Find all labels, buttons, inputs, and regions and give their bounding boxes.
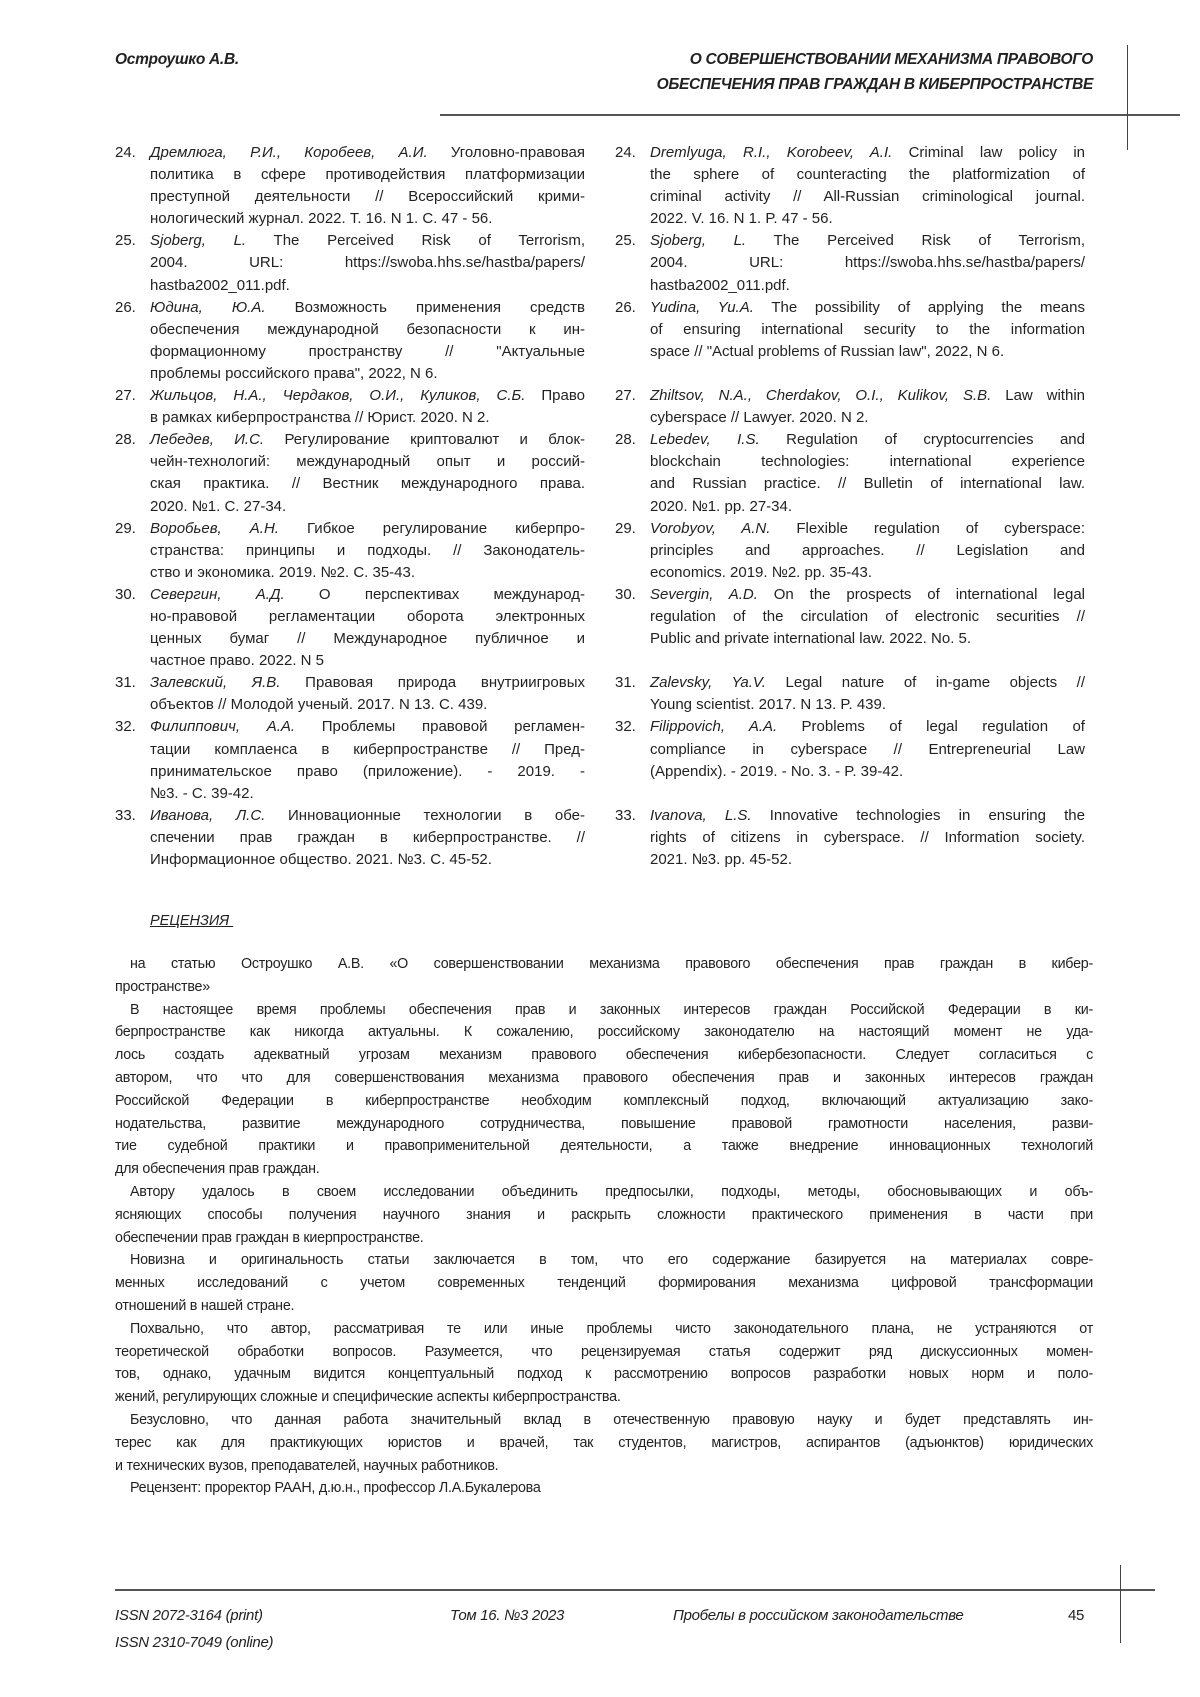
reference-line-text: Regulation of cryptocurrencies and bbox=[760, 431, 1085, 448]
running-header-author: Остроушко А.В. bbox=[115, 47, 239, 72]
reference-line bbox=[150, 761, 585, 783]
reference-item-ru bbox=[115, 142, 585, 230]
reference-number: 31. bbox=[615, 672, 650, 716]
reference-line-text: 2022. V. 16. N 1. P. 47 - 56. bbox=[650, 210, 833, 227]
reference-item-ru bbox=[115, 385, 585, 429]
reference-line-text: Правовая природа внутриигровых bbox=[280, 674, 585, 691]
reference-item-en bbox=[615, 584, 1085, 672]
reference-line-text: Гибкое регулирование киберпро- bbox=[279, 520, 585, 537]
reference-line-text: 2020. №1. pp. 27-34. bbox=[650, 498, 792, 515]
reference-line bbox=[150, 606, 585, 628]
review-line: Новизна и оригинальность статьи заключается в том, что его содержание базируется на материалах совре- bbox=[115, 1249, 1093, 1272]
reference-line bbox=[150, 783, 585, 805]
footer-divider bbox=[115, 1589, 1155, 1591]
reference-line-text: обеспечения международной безопасности к ин- bbox=[150, 321, 585, 338]
reference-author: Ivanova, L.S. bbox=[650, 807, 752, 824]
reference-author: Филиппович, А.А. bbox=[150, 718, 295, 735]
reference-row bbox=[0, 230, 1200, 296]
reference-number: 24. bbox=[115, 142, 150, 230]
reference-line bbox=[150, 694, 585, 716]
reference-item-en bbox=[615, 716, 1085, 804]
reference-line-text: the sphere of counteracting the platformization of bbox=[650, 166, 1085, 183]
reference-line bbox=[650, 496, 1085, 518]
reference-line bbox=[650, 142, 1085, 164]
reference-number: 33. bbox=[615, 805, 650, 871]
reference-line bbox=[150, 319, 585, 341]
reference-line-text: criminal activity // All-Russian criminological journal. bbox=[650, 188, 1085, 205]
reference-line bbox=[650, 275, 1085, 297]
review-line: В настоящее время проблемы обеспечения прав и законных интересов граждан Российской Федерации в ки- bbox=[115, 999, 1093, 1022]
review-paragraph bbox=[115, 1477, 1093, 1500]
reference-line-text: and Russian practice. // Bulletin of international law. bbox=[650, 475, 1085, 492]
review-line: берпространстве как никогда актуальны. К сожалению, российскому законодателю на настоящий момент не уда- bbox=[115, 1021, 1093, 1044]
review-line: лось создать адекватный угрозам механизм правового обеспечения кибербезопасности. Следует согласиться с bbox=[115, 1044, 1093, 1067]
reference-text bbox=[650, 716, 1085, 804]
reference-line bbox=[650, 716, 1085, 738]
reference-text bbox=[650, 385, 1085, 429]
review-line: жений, регулирующих сложные и специфические аспекты киберпространства. bbox=[115, 1386, 1093, 1409]
reference-line bbox=[650, 827, 1085, 849]
reference-author: Жильцов, Н.А., Чердаков, О.И., Куликов, С.Б. bbox=[150, 387, 525, 404]
reference-line bbox=[650, 297, 1085, 319]
reference-author: Лебедев, И.С. bbox=[150, 431, 264, 448]
reference-number: 31. bbox=[115, 672, 150, 716]
review-line: терес как для практикующих юристов и врачей, так студентов, магистров, аспирантов (адъюнктов) юридических bbox=[115, 1432, 1093, 1455]
reference-line-text: The Perceived Risk of Terrorism, bbox=[246, 232, 585, 249]
reference-number: 32. bbox=[115, 716, 150, 804]
reference-line-text: ценных бумаг // Международное публичное и bbox=[150, 630, 585, 647]
reference-line-text: Innovative technologies in ensuring the bbox=[752, 807, 1085, 824]
reference-item-ru bbox=[115, 518, 585, 584]
reference-text bbox=[150, 429, 585, 517]
review-paragraph bbox=[115, 1181, 1093, 1249]
reference-author: Иванова, Л.С. bbox=[150, 807, 265, 824]
reference-number: 32. bbox=[615, 716, 650, 804]
reference-number: 30. bbox=[615, 584, 650, 672]
review-line: менных исследований с учетом современных тенденций формирования механизма цифровой трансформации bbox=[115, 1272, 1093, 1295]
review-line: нодательства, развитие международного сотрудничества, повышение правовой грамотности населения, разви- bbox=[115, 1113, 1093, 1136]
reference-row bbox=[0, 672, 1200, 716]
reference-author: Севергин, А.Д. bbox=[150, 586, 285, 603]
reference-number: 28. bbox=[615, 429, 650, 517]
reference-line bbox=[150, 385, 585, 407]
reference-text bbox=[650, 518, 1085, 584]
review-line: тов, однако, удачным видится концептуальный подход к рассмотрению вопросов разработки новых норм и поло- bbox=[115, 1363, 1093, 1386]
reference-author: Yudina, Yu.A. bbox=[650, 299, 754, 316]
reference-line-text: проблемы российского права", 2022, N 6. bbox=[150, 365, 438, 382]
review-paragraph bbox=[115, 1249, 1093, 1317]
reference-line-text: О перспективах международ- bbox=[285, 586, 585, 603]
reference-line-text: principles and approaches. // Legislation and bbox=[650, 542, 1085, 559]
reference-row bbox=[0, 297, 1200, 385]
reference-line bbox=[150, 496, 585, 518]
reference-line bbox=[650, 540, 1085, 562]
reference-item-ru bbox=[115, 584, 585, 672]
review-line: Рецензент: проректор РААН, д.ю.н., профессор Л.А.Букалерова bbox=[115, 1477, 1093, 1500]
reference-list bbox=[0, 142, 1200, 871]
reference-line-text: Law within bbox=[991, 387, 1085, 404]
reference-line-text: The Perceived Risk of Terrorism, bbox=[746, 232, 1085, 249]
reference-line bbox=[650, 230, 1085, 252]
reference-author: Vorobyov, A.N. bbox=[650, 520, 770, 537]
reference-author: Sjoberg, L. bbox=[150, 232, 246, 249]
review-line: Безусловно, что данная работа значительный вклад в отечественную правовую науку и будет представлять ин- bbox=[115, 1409, 1093, 1432]
reference-item-en bbox=[615, 297, 1085, 385]
review-body bbox=[115, 953, 1093, 1500]
review-title: РЕЦЕНЗИЯ bbox=[150, 910, 1093, 932]
review-line: обеспечении прав граждан в киерпространстве. bbox=[115, 1227, 1093, 1250]
reference-line bbox=[650, 341, 1085, 363]
reference-text bbox=[150, 230, 585, 296]
reference-number: 30. bbox=[115, 584, 150, 672]
reference-line-text: ство и экономика. 2019. №2. С. 35-43. bbox=[150, 564, 415, 581]
reference-line-text: нологический журнал. 2022. Т. 16. N 1. С. 47 - 56. bbox=[150, 210, 492, 227]
reference-item-en bbox=[615, 518, 1085, 584]
reference-item-en bbox=[615, 672, 1085, 716]
issn-print: ISSN 2072-3164 (print) bbox=[115, 1602, 273, 1629]
review-line: ясняющих способы получения научного знания и раскрыть сложности практического применения в части при bbox=[115, 1204, 1093, 1227]
reference-line bbox=[650, 164, 1085, 186]
reference-line-text: Право bbox=[525, 387, 585, 404]
review-line: тие судебной практики и правоприменительной деятельности, а также внедрение инновационных технологий bbox=[115, 1135, 1093, 1158]
reference-line-text: преступной деятельности // Всероссийский крими- bbox=[150, 188, 585, 205]
reference-line bbox=[650, 319, 1085, 341]
review-line: отношений в нашей стране. bbox=[115, 1295, 1093, 1318]
reference-line-text: space // "Actual problems of Russian law", 2022, N 6. bbox=[650, 343, 1004, 360]
reference-line-text: Инновационные технологии в обе- bbox=[265, 807, 585, 824]
reference-line bbox=[650, 805, 1085, 827]
reference-line bbox=[150, 230, 585, 252]
reference-text bbox=[650, 584, 1085, 672]
reference-line-text: частное право. 2022. N 5 bbox=[150, 652, 324, 669]
reference-line bbox=[150, 341, 585, 363]
reference-line-text: compliance in cyberspace // Entrepreneurial Law bbox=[650, 741, 1085, 758]
reference-number: 24. bbox=[615, 142, 650, 230]
reference-line-text: тации комплаенса в киберпространстве // Пред- bbox=[150, 741, 585, 758]
reference-text bbox=[650, 805, 1085, 871]
reference-line bbox=[150, 142, 585, 164]
reference-line-text: чейн-технологий: международный опыт и россий- bbox=[150, 453, 585, 470]
reference-line bbox=[150, 739, 585, 761]
review-line: автором, что что для совершенствования механизма правового обеспечения прав и законных интересов граждан bbox=[115, 1067, 1093, 1090]
reference-line-text: hastba2002_011.pdf. bbox=[150, 277, 290, 294]
review-paragraph bbox=[115, 1318, 1093, 1409]
reference-line-text: On the prospects of international legal bbox=[758, 586, 1085, 603]
reference-line-text: (Appendix). - 2019. - No. 3. - P. 39-42. bbox=[650, 763, 903, 780]
reference-line-text: объектов // Молодой ученый. 2017. N 13. С. 439. bbox=[150, 696, 487, 713]
reference-number: 29. bbox=[115, 518, 150, 584]
reference-row bbox=[0, 518, 1200, 584]
reference-line-text: cyberspace // Lawyer. 2020. N 2. bbox=[650, 409, 868, 426]
reference-line-text: rights of citizens in cyberspace. // Information society. bbox=[650, 829, 1085, 846]
reference-line bbox=[150, 275, 585, 297]
reference-text bbox=[150, 584, 585, 672]
reference-line-text: Legal nature of in-game objects // bbox=[766, 674, 1085, 691]
reference-line-text: Young scientist. 2017. N 13. P. 439. bbox=[650, 696, 886, 713]
reference-line bbox=[150, 650, 585, 672]
reference-row bbox=[0, 429, 1200, 517]
review-paragraph bbox=[115, 1409, 1093, 1477]
reference-line-text: The possibility of applying the means bbox=[754, 299, 1085, 316]
reference-line bbox=[150, 297, 585, 319]
reference-line-text: 2004. URL: https://swoba.hhs.se/hastba/papers/ bbox=[650, 254, 1085, 271]
reference-number: 27. bbox=[115, 385, 150, 429]
header-title-line: О СОВЕРШЕНСТВОВАНИИ МЕХАНИЗМА ПРАВОВОГО bbox=[657, 47, 1093, 72]
reference-line bbox=[150, 186, 585, 208]
review-paragraph bbox=[115, 953, 1093, 999]
reference-line-text: regulation of the circulation of electronic securities // bbox=[650, 608, 1085, 625]
header-margin-line bbox=[1127, 45, 1128, 150]
footer-volume: Том 16. №3 2023 bbox=[450, 1602, 564, 1629]
reference-line-text: политика в сфере противодействия платформизации bbox=[150, 166, 585, 183]
reference-item-en bbox=[615, 142, 1085, 230]
review-paragraph bbox=[115, 999, 1093, 1181]
page-number: 45 bbox=[1068, 1602, 1084, 1629]
reference-line-text: спечении прав граждан в киберпространстве. // bbox=[150, 829, 585, 846]
reference-author: Severgin, A.D. bbox=[650, 586, 758, 603]
reference-line-text: Problems of legal regulation of bbox=[777, 718, 1085, 735]
reference-line bbox=[650, 761, 1085, 783]
reference-text bbox=[650, 672, 1085, 716]
reference-row bbox=[0, 805, 1200, 871]
reference-item-en bbox=[615, 230, 1085, 296]
running-header-title bbox=[657, 47, 1093, 97]
reference-item-ru bbox=[115, 672, 585, 716]
reference-text bbox=[650, 297, 1085, 385]
reference-row bbox=[0, 584, 1200, 672]
reference-text bbox=[650, 230, 1085, 296]
reference-number: 29. bbox=[615, 518, 650, 584]
reference-line-text: Проблемы правовой регламен- bbox=[295, 718, 585, 735]
reference-line bbox=[650, 407, 1085, 429]
issn-online: ISSN 2310-7049 (online) bbox=[115, 1629, 273, 1656]
reference-author: Дремлюга, Р.И., Коробеев, А.И. bbox=[150, 144, 428, 161]
reference-line bbox=[150, 208, 585, 230]
reference-line-text: но-правовой регламентации оборота электронных bbox=[150, 608, 585, 625]
header-title-line: ОБЕСПЕЧЕНИЯ ПРАВ ГРАЖДАН В КИБЕРПРОСТРАНСТВЕ bbox=[657, 72, 1093, 97]
reference-line-text: Возможность применения средств bbox=[266, 299, 586, 316]
reference-line-text: №3. - С. 39-42. bbox=[150, 785, 254, 802]
reference-line bbox=[650, 606, 1085, 628]
footer-margin-line bbox=[1120, 1565, 1121, 1643]
review-line: пространстве» bbox=[115, 976, 1093, 999]
reference-line bbox=[150, 827, 585, 849]
reference-number: 25. bbox=[615, 230, 650, 296]
reference-line bbox=[150, 562, 585, 584]
reference-line bbox=[150, 451, 585, 473]
reference-line bbox=[150, 518, 585, 540]
reference-line-text: в рамках киберпространства // Юрист. 2020. N 2. bbox=[150, 409, 490, 426]
reference-text bbox=[150, 385, 585, 429]
reference-line bbox=[150, 584, 585, 606]
reference-line-text: Регулирование криптовалют и блок- bbox=[264, 431, 585, 448]
header-divider bbox=[440, 114, 1180, 116]
reference-line bbox=[650, 694, 1085, 716]
reference-text bbox=[150, 805, 585, 871]
reference-row bbox=[0, 716, 1200, 804]
reference-line-text: 2020. №1. С. 27-34. bbox=[150, 498, 286, 515]
reference-author: Zalevsky, Ya.V. bbox=[650, 674, 766, 691]
reference-line-text: of ensuring international security to the information bbox=[650, 321, 1085, 338]
reference-item-ru bbox=[115, 230, 585, 296]
reference-line bbox=[650, 849, 1085, 871]
reference-number: 27. bbox=[615, 385, 650, 429]
reference-author: Lebedev, I.S. bbox=[650, 431, 760, 448]
reference-author: Воробьев, А.Н. bbox=[150, 520, 279, 537]
reference-item-ru bbox=[115, 716, 585, 804]
reference-line-text: Информационное общество. 2021. №3. С. 45-52. bbox=[150, 851, 492, 868]
review-line: на статью Остроушко А.В. «О совершенствовании механизма правового обеспечения прав граждан в кибер- bbox=[115, 953, 1093, 976]
reference-item-en bbox=[615, 805, 1085, 871]
reference-line-text: hastba2002_011.pdf. bbox=[650, 277, 790, 294]
review-line: теоретической обработки вопросов. Разумеется, что рецензируемая статья содержит ряд дискуссионных момен- bbox=[115, 1341, 1093, 1364]
reference-text bbox=[150, 297, 585, 385]
reference-line-text: странства: принципы и подходы. // Законодатель- bbox=[150, 542, 585, 559]
reference-line bbox=[650, 186, 1085, 208]
reference-line bbox=[650, 473, 1085, 495]
footer-issn bbox=[115, 1602, 273, 1656]
reference-line bbox=[150, 252, 585, 274]
reference-line-text: economics. 2019. №2. pp. 35-43. bbox=[650, 564, 872, 581]
reference-line-text: blockchain technologies: international experience bbox=[650, 453, 1085, 470]
reference-line bbox=[650, 518, 1085, 540]
reference-line-text: Public and private international law. 2022. No. 5. bbox=[650, 630, 971, 647]
reference-item-ru bbox=[115, 297, 585, 385]
reference-line bbox=[650, 451, 1085, 473]
reference-line bbox=[150, 672, 585, 694]
reference-line-text: принимательское право (приложение). - 2019. - bbox=[150, 763, 585, 780]
review-line: Автору удалось в своем исследовании объединить предпосылки, подходы, методы, обосновывающих и объ- bbox=[115, 1181, 1093, 1204]
reference-author: Filippovich, A.A. bbox=[650, 718, 777, 735]
reference-line bbox=[150, 473, 585, 495]
reference-number: 26. bbox=[115, 297, 150, 385]
reference-line bbox=[150, 164, 585, 186]
footer-journal: Пробелы в российском законодательстве bbox=[673, 1602, 963, 1629]
reference-line-text: ская практика. // Вестник международного права. bbox=[150, 475, 585, 492]
reference-line bbox=[650, 208, 1085, 230]
reference-line bbox=[650, 584, 1085, 606]
reference-line-text: 2004. URL: https://swoba.hhs.se/hastba/papers/ bbox=[150, 254, 585, 271]
reference-text bbox=[650, 142, 1085, 230]
reference-text bbox=[650, 429, 1085, 517]
reference-line bbox=[150, 628, 585, 650]
reference-line bbox=[650, 385, 1085, 407]
reference-number: 28. bbox=[115, 429, 150, 517]
reference-author: Dremlyuga, R.I., Korobeev, A.I. bbox=[650, 144, 892, 161]
reference-line bbox=[650, 252, 1085, 274]
reference-line-text: 2021. №3. pp. 45-52. bbox=[650, 851, 792, 868]
reference-line bbox=[150, 805, 585, 827]
reference-line bbox=[150, 716, 585, 738]
reference-line bbox=[150, 363, 585, 385]
reference-text bbox=[150, 518, 585, 584]
reference-item-en bbox=[615, 429, 1085, 517]
reference-text bbox=[150, 142, 585, 230]
reference-text bbox=[150, 716, 585, 804]
reference-number: 33. bbox=[115, 805, 150, 871]
reference-line bbox=[650, 562, 1085, 584]
reference-number: 25. bbox=[115, 230, 150, 296]
reference-item-en bbox=[615, 385, 1085, 429]
reference-line bbox=[150, 429, 585, 451]
reference-item-ru bbox=[115, 429, 585, 517]
review-line: и технических вузов, преподавателей, научных работников. bbox=[115, 1455, 1093, 1478]
reference-row bbox=[0, 385, 1200, 429]
reference-line-text: Flexible regulation of cyberspace: bbox=[770, 520, 1085, 537]
reference-line bbox=[650, 672, 1085, 694]
reference-line-text: Criminal law policy in bbox=[892, 144, 1085, 161]
reference-line bbox=[150, 540, 585, 562]
reference-item-ru bbox=[115, 805, 585, 871]
review-line: для обеспечения прав граждан. bbox=[115, 1158, 1093, 1181]
reference-line-text: формационному пространству // "Актуальные bbox=[150, 343, 585, 360]
reference-author: Залевский, Я.В. bbox=[150, 674, 280, 691]
review-line: Похвально, что автор, рассматривая те или иные проблемы чисто законодательного плана, не устраняются от bbox=[115, 1318, 1093, 1341]
reference-author: Zhiltsov, N.A., Cherdakov, O.I., Kulikov, S.B. bbox=[650, 387, 991, 404]
reference-author: Юдина, Ю.А. bbox=[150, 299, 266, 316]
review-line: Российской Федерации в киберпространстве необходим комплексный подход, включающий актуализацию зако- bbox=[115, 1090, 1093, 1113]
reference-text bbox=[150, 672, 585, 716]
reference-number: 26. bbox=[615, 297, 650, 385]
reference-line bbox=[150, 849, 585, 871]
reference-line bbox=[650, 628, 1085, 650]
review-section bbox=[115, 910, 1093, 1500]
reference-line-text: Уголовно-правовая bbox=[428, 144, 585, 161]
reference-author: Sjoberg, L. bbox=[650, 232, 746, 249]
reference-line bbox=[650, 739, 1085, 761]
reference-line bbox=[150, 407, 585, 429]
reference-line bbox=[650, 429, 1085, 451]
reference-row bbox=[0, 142, 1200, 230]
